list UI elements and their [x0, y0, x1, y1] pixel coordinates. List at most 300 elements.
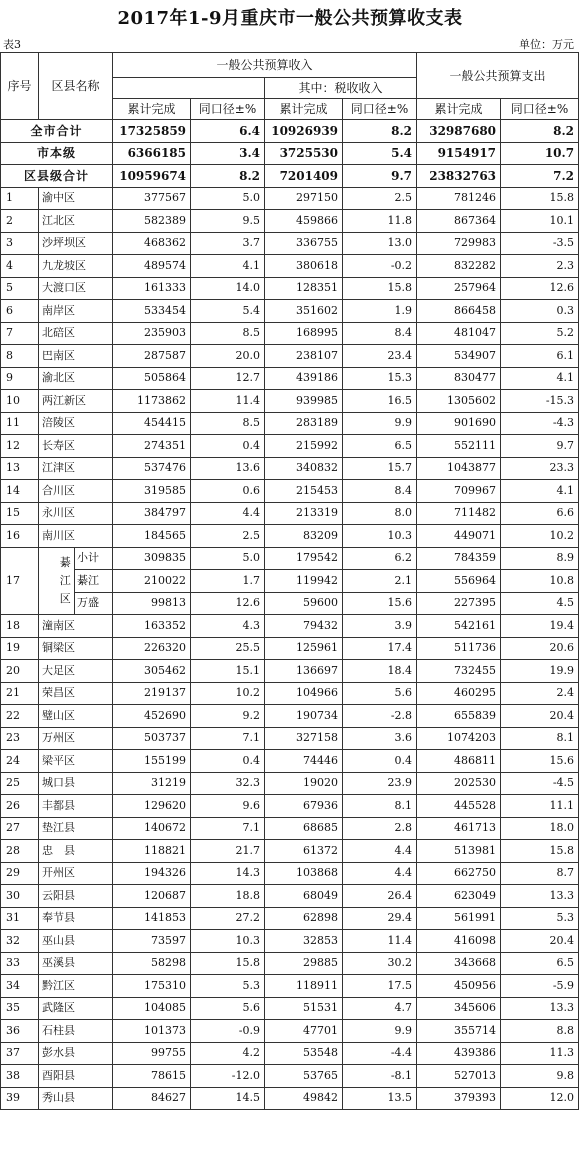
income-yoy-cell: 8.2 [191, 165, 265, 188]
tax-yoy-cell: 8.0 [343, 502, 417, 525]
income-yoy-cell: 5.0 [191, 547, 265, 570]
expense-yoy-cell: 19.9 [501, 660, 579, 683]
expense-cum-cell: 32987680 [417, 120, 501, 143]
table-row [1, 795, 579, 818]
income-cum-cell: 99755 [113, 1042, 191, 1065]
expense-cum-cell: 460295 [417, 682, 501, 705]
row-seq: 12 [1, 435, 39, 458]
expense-yoy-cell: 4.5 [501, 592, 579, 615]
expense-cum-cell: 355714 [417, 1020, 501, 1043]
row-district-name: 潼南区 [39, 615, 113, 638]
expense-yoy-cell: 10.1 [501, 210, 579, 233]
expense-cum-cell: 534907 [417, 345, 501, 368]
income-cum-cell: 141853 [113, 907, 191, 930]
tax-cum-cell: 53765 [265, 1065, 343, 1088]
tax-cum-cell: 74446 [265, 750, 343, 773]
income-cum-cell: 537476 [113, 457, 191, 480]
row-seq: 15 [1, 502, 39, 525]
tax-cum-cell: 79432 [265, 615, 343, 638]
table-row [1, 1065, 579, 1088]
income-cum-cell: 129620 [113, 795, 191, 818]
tax-yoy-cell: 23.4 [343, 345, 417, 368]
income-yoy-cell: 3.7 [191, 232, 265, 255]
income-yoy-cell: 5.4 [191, 300, 265, 323]
row-seq: 11 [1, 412, 39, 435]
row-district-name: 梁平区 [39, 750, 113, 773]
row-district-name: 北碚区 [39, 322, 113, 345]
income-yoy-cell: 15.8 [191, 952, 265, 975]
expense-cum-cell: 461713 [417, 817, 501, 840]
income-cum-cell: 140672 [113, 817, 191, 840]
tax-yoy-cell: 9.9 [343, 412, 417, 435]
table-row [1, 1087, 579, 1110]
table-row [1, 885, 579, 908]
expense-yoy-cell: 6.6 [501, 502, 579, 525]
expense-yoy-cell: 6.1 [501, 345, 579, 368]
row-district-name [57, 547, 75, 615]
income-yoy-cell: 27.2 [191, 907, 265, 930]
row-district-name: 南川区 [39, 525, 113, 548]
expense-yoy-cell: -15.3 [501, 390, 579, 413]
expense-cum-cell: 416098 [417, 930, 501, 953]
table-row [1, 367, 579, 390]
income-yoy-cell: 4.1 [191, 255, 265, 278]
expense-yoy-cell: 23.3 [501, 457, 579, 480]
header-expense-yoy: 同口径±% [501, 99, 579, 120]
row-district-name: 璧山区 [39, 705, 113, 728]
table-row [1, 975, 579, 998]
row-district-name: 丰都县 [39, 795, 113, 818]
row-seq: 37 [1, 1042, 39, 1065]
tax-yoy-cell: -2.8 [343, 705, 417, 728]
tax-cum-cell: 190734 [265, 705, 343, 728]
tax-yoy-cell: 8.4 [343, 480, 417, 503]
income-cum-cell: 78615 [113, 1065, 191, 1088]
tax-yoy-cell: 29.4 [343, 907, 417, 930]
tax-cum-cell: 327158 [265, 727, 343, 750]
expense-yoy-cell: 11.1 [501, 795, 579, 818]
tax-yoy-cell: 26.4 [343, 885, 417, 908]
table-row [1, 435, 579, 458]
row-seq: 21 [1, 682, 39, 705]
tax-yoy-cell: 4.4 [343, 862, 417, 885]
income-yoy-cell: 14.5 [191, 1087, 265, 1110]
income-yoy-cell: 0.4 [191, 750, 265, 773]
income-cum-cell: 10959674 [113, 165, 191, 188]
table-row [1, 525, 579, 548]
tax-cum-cell: 215992 [265, 435, 343, 458]
expense-cum-cell: 445528 [417, 795, 501, 818]
expense-yoy-cell: 10.7 [501, 142, 579, 165]
expense-yoy-cell: 20.6 [501, 637, 579, 660]
row-district-name: 巴南区 [39, 345, 113, 368]
expense-yoy-cell: 11.3 [501, 1042, 579, 1065]
row-seq: 34 [1, 975, 39, 998]
tax-yoy-cell: 5.6 [343, 682, 417, 705]
row-seq: 27 [1, 817, 39, 840]
income-cum-cell: 161333 [113, 277, 191, 300]
table-row [1, 750, 579, 773]
tax-cum-cell: 59600 [265, 592, 343, 615]
row-seq: 39 [1, 1087, 39, 1110]
expense-yoy-cell: 13.3 [501, 997, 579, 1020]
income-cum-cell: 104085 [113, 997, 191, 1020]
income-cum-cell: 175310 [113, 975, 191, 998]
header-income: 一般公共预算收入 [113, 53, 417, 78]
income-yoy-cell: 21.7 [191, 840, 265, 863]
tax-cum-cell: 62898 [265, 907, 343, 930]
income-cum-cell: 309835 [113, 547, 191, 570]
expense-yoy-cell: 15.8 [501, 187, 579, 210]
expense-yoy-cell: 8.9 [501, 547, 579, 570]
income-cum-cell: 184565 [113, 525, 191, 548]
header-tax-yoy: 同口径±% [343, 99, 417, 120]
tax-cum-cell: 168995 [265, 322, 343, 345]
expense-yoy-cell: 20.4 [501, 930, 579, 953]
tax-cum-cell: 128351 [265, 277, 343, 300]
table-row [1, 727, 579, 750]
row-seq: 19 [1, 637, 39, 660]
tax-cum-cell: 67936 [265, 795, 343, 818]
row-district-name: 奉节县 [39, 907, 113, 930]
table-row [1, 817, 579, 840]
row-spacer [39, 547, 57, 615]
tax-yoy-cell: 4.4 [343, 840, 417, 863]
tax-cum-cell: 340832 [265, 457, 343, 480]
income-cum-cell: 454415 [113, 412, 191, 435]
tax-yoy-cell: 1.9 [343, 300, 417, 323]
table-row [1, 322, 579, 345]
expense-cum-cell: 552111 [417, 435, 501, 458]
tax-yoy-cell: 8.2 [343, 120, 417, 143]
expense-yoy-cell: 8.7 [501, 862, 579, 885]
row-district-name: 酉阳县 [39, 1065, 113, 1088]
table-row [1, 390, 579, 413]
tax-yoy-cell: -4.4 [343, 1042, 417, 1065]
tax-cum-cell: 459866 [265, 210, 343, 233]
row-seq: 35 [1, 997, 39, 1020]
expense-cum-cell: 527013 [417, 1065, 501, 1088]
tax-cum-cell: 380618 [265, 255, 343, 278]
expense-cum-cell: 450956 [417, 975, 501, 998]
tax-cum-cell: 439186 [265, 367, 343, 390]
table-row [1, 1020, 579, 1043]
page-title: 2017年1-9月重庆市一般公共预算收支表 [117, 8, 463, 29]
row-district-name: 合川区 [39, 480, 113, 503]
income-yoy-cell: 3.4 [191, 142, 265, 165]
income-cum-cell: 194326 [113, 862, 191, 885]
income-cum-cell: 101373 [113, 1020, 191, 1043]
table-row [1, 277, 579, 300]
income-cum-cell: 163352 [113, 615, 191, 638]
income-cum-cell: 489574 [113, 255, 191, 278]
income-cum-cell: 99813 [113, 592, 191, 615]
income-yoy-cell: 9.2 [191, 705, 265, 728]
row-seq: 6 [1, 300, 39, 323]
row-district-name: 永川区 [39, 502, 113, 525]
tax-cum-cell: 297150 [265, 187, 343, 210]
row-district-name: 渝北区 [39, 367, 113, 390]
tax-yoy-cell: 30.2 [343, 952, 417, 975]
row-seq: 24 [1, 750, 39, 773]
income-cum-cell: 120687 [113, 885, 191, 908]
income-yoy-cell: 0.6 [191, 480, 265, 503]
expense-cum-cell: 1043877 [417, 457, 501, 480]
expense-cum-cell: 513981 [417, 840, 501, 863]
table-row [1, 412, 579, 435]
tax-yoy-cell: 6.5 [343, 435, 417, 458]
row-district-name: 云阳县 [39, 885, 113, 908]
row-seq: 1 [1, 187, 39, 210]
tax-yoy-cell: 17.4 [343, 637, 417, 660]
tax-cum-cell: 83209 [265, 525, 343, 548]
table-number: 表3 [3, 38, 21, 51]
tax-yoy-cell: 23.9 [343, 772, 417, 795]
tax-yoy-cell: 18.4 [343, 660, 417, 683]
income-yoy-cell: 14.0 [191, 277, 265, 300]
expense-yoy-cell: 15.6 [501, 750, 579, 773]
table-row [1, 300, 579, 323]
expense-cum-cell: 343668 [417, 952, 501, 975]
header-name: 区县名称 [39, 53, 113, 120]
row-seq: 22 [1, 705, 39, 728]
expense-cum-cell: 542161 [417, 615, 501, 638]
row-seq: 14 [1, 480, 39, 503]
tax-cum-cell: 51531 [265, 997, 343, 1020]
expense-yoy-cell: 8.1 [501, 727, 579, 750]
row-seq: 30 [1, 885, 39, 908]
income-yoy-cell: 4.4 [191, 502, 265, 525]
income-yoy-cell: 20.0 [191, 345, 265, 368]
row-subdistrict-name: 万盛 [75, 592, 113, 615]
expense-yoy-cell: 19.4 [501, 615, 579, 638]
tax-yoy-cell: 15.7 [343, 457, 417, 480]
income-cum-cell: 73597 [113, 930, 191, 953]
table-row [1, 682, 579, 705]
row-district-name: 万州区 [39, 727, 113, 750]
tax-yoy-cell: 3.6 [343, 727, 417, 750]
row-seq: 31 [1, 907, 39, 930]
expense-yoy-cell: 5.2 [501, 322, 579, 345]
tax-cum-cell: 68685 [265, 817, 343, 840]
expense-cum-cell: 781246 [417, 187, 501, 210]
row-district-name: 巫山县 [39, 930, 113, 953]
header-income-yoy: 同口径±% [191, 99, 265, 120]
tax-yoy-cell: 15.8 [343, 277, 417, 300]
income-cum-cell: 155199 [113, 750, 191, 773]
income-cum-cell: 210022 [113, 570, 191, 593]
income-cum-cell: 505864 [113, 367, 191, 390]
tax-cum-cell: 125961 [265, 637, 343, 660]
summary-label: 市本级 [1, 142, 113, 165]
row-subdistrict-name: 綦江 [75, 570, 113, 593]
income-yoy-cell: 4.3 [191, 615, 265, 638]
income-yoy-cell: 8.5 [191, 412, 265, 435]
income-cum-cell: 235903 [113, 322, 191, 345]
row-seq: 28 [1, 840, 39, 863]
table-row [1, 232, 579, 255]
row-district-name: 渝中区 [39, 187, 113, 210]
expense-cum-cell: 345606 [417, 997, 501, 1020]
row-district-name: 荣昌区 [39, 682, 113, 705]
tax-cum-cell: 213319 [265, 502, 343, 525]
row-seq: 20 [1, 660, 39, 683]
income-yoy-cell: 1.7 [191, 570, 265, 593]
tax-cum-cell: 61372 [265, 840, 343, 863]
tax-yoy-cell: 15.3 [343, 367, 417, 390]
expense-yoy-cell: 12.0 [501, 1087, 579, 1110]
row-subdistrict-name: 小计 [75, 547, 113, 570]
income-cum-cell: 219137 [113, 682, 191, 705]
expense-yoy-cell: 15.8 [501, 840, 579, 863]
income-yoy-cell: 12.7 [191, 367, 265, 390]
header-seq: 序号 [1, 53, 39, 120]
income-cum-cell: 468362 [113, 232, 191, 255]
tax-cum-cell: 49842 [265, 1087, 343, 1110]
row-district-name: 两江新区 [39, 390, 113, 413]
row-seq: 9 [1, 367, 39, 390]
row-seq: 8 [1, 345, 39, 368]
income-yoy-cell: 5.0 [191, 187, 265, 210]
row-district-name: 江北区 [39, 210, 113, 233]
row-seq: 38 [1, 1065, 39, 1088]
header-tax: 其中：税收收入 [265, 78, 417, 99]
income-yoy-cell: 10.3 [191, 930, 265, 953]
income-cum-cell: 17325859 [113, 120, 191, 143]
income-yoy-cell: 18.8 [191, 885, 265, 908]
row-seq: 3 [1, 232, 39, 255]
tax-yoy-cell: 13.5 [343, 1087, 417, 1110]
expense-cum-cell: 866458 [417, 300, 501, 323]
row-seq: 2 [1, 210, 39, 233]
table-row [1, 615, 579, 638]
tax-cum-cell: 118911 [265, 975, 343, 998]
row-seq: 5 [1, 277, 39, 300]
expense-yoy-cell: 12.6 [501, 277, 579, 300]
expense-cum-cell: 481047 [417, 322, 501, 345]
tax-cum-cell: 7201409 [265, 165, 343, 188]
tax-cum-cell: 939985 [265, 390, 343, 413]
tax-cum-cell: 283189 [265, 412, 343, 435]
expense-cum-cell: 227395 [417, 592, 501, 615]
income-yoy-cell: 32.3 [191, 772, 265, 795]
row-seq: 36 [1, 1020, 39, 1043]
row-seq: 26 [1, 795, 39, 818]
row-district-name: 忠 县 [39, 840, 113, 863]
income-cum-cell: 274351 [113, 435, 191, 458]
expense-cum-cell: 9154917 [417, 142, 501, 165]
table-row [1, 997, 579, 1020]
tax-cum-cell: 53548 [265, 1042, 343, 1065]
expense-cum-cell: 832282 [417, 255, 501, 278]
row-seq: 4 [1, 255, 39, 278]
table-row [1, 840, 579, 863]
row-district-name: 彭水县 [39, 1042, 113, 1065]
tax-cum-cell: 47701 [265, 1020, 343, 1043]
tax-cum-cell: 215453 [265, 480, 343, 503]
table-row [1, 907, 579, 930]
row-district-name: 垫江县 [39, 817, 113, 840]
expense-cum-cell: 511736 [417, 637, 501, 660]
expense-cum-cell: 867364 [417, 210, 501, 233]
income-yoy-cell: 7.1 [191, 727, 265, 750]
expense-cum-cell: 561991 [417, 907, 501, 930]
row-seq: 18 [1, 615, 39, 638]
tax-yoy-cell: 11.8 [343, 210, 417, 233]
tax-cum-cell: 136697 [265, 660, 343, 683]
tax-cum-cell: 29885 [265, 952, 343, 975]
row-seq: 16 [1, 525, 39, 548]
tax-yoy-cell: 8.4 [343, 322, 417, 345]
tax-yoy-cell: 9.7 [343, 165, 417, 188]
tax-yoy-cell: 8.1 [343, 795, 417, 818]
income-yoy-cell: 14.3 [191, 862, 265, 885]
tax-cum-cell: 19020 [265, 772, 343, 795]
tax-yoy-cell: 17.5 [343, 975, 417, 998]
tax-cum-cell: 104966 [265, 682, 343, 705]
expense-cum-cell: 379393 [417, 1087, 501, 1110]
row-district-name: 城口县 [39, 772, 113, 795]
tax-yoy-cell: 5.4 [343, 142, 417, 165]
table-row [1, 547, 579, 570]
tax-yoy-cell: 2.5 [343, 187, 417, 210]
tax-cum-cell: 336755 [265, 232, 343, 255]
tax-yoy-cell: 2.8 [343, 817, 417, 840]
expense-cum-cell: 202530 [417, 772, 501, 795]
tax-cum-cell: 10926939 [265, 120, 343, 143]
table-row [1, 637, 579, 660]
summary-row [1, 142, 579, 165]
expense-yoy-cell: 10.2 [501, 525, 579, 548]
tax-cum-cell: 32853 [265, 930, 343, 953]
table-body [1, 120, 579, 1110]
row-seq: 23 [1, 727, 39, 750]
expense-yoy-cell: 18.0 [501, 817, 579, 840]
expense-yoy-cell: 20.4 [501, 705, 579, 728]
expense-yoy-cell: 8.8 [501, 1020, 579, 1043]
income-yoy-cell: 5.6 [191, 997, 265, 1020]
expense-cum-cell: 709967 [417, 480, 501, 503]
expense-yoy-cell: -4.5 [501, 772, 579, 795]
tax-yoy-cell: 0.4 [343, 750, 417, 773]
header-expense-cum: 累计完成 [417, 99, 501, 120]
tax-yoy-cell: 6.2 [343, 547, 417, 570]
income-cum-cell: 1173862 [113, 390, 191, 413]
tax-yoy-cell: 9.9 [343, 1020, 417, 1043]
income-yoy-cell: 13.6 [191, 457, 265, 480]
tax-yoy-cell: -0.2 [343, 255, 417, 278]
expense-cum-cell: 623049 [417, 885, 501, 908]
income-cum-cell: 582389 [113, 210, 191, 233]
expense-cum-cell: 1305602 [417, 390, 501, 413]
table-row [1, 255, 579, 278]
table-row [1, 862, 579, 885]
row-seq: 7 [1, 322, 39, 345]
income-yoy-cell: 9.5 [191, 210, 265, 233]
row-seq: 25 [1, 772, 39, 795]
tax-yoy-cell: 16.5 [343, 390, 417, 413]
income-cum-cell: 377567 [113, 187, 191, 210]
income-cum-cell: 533454 [113, 300, 191, 323]
row-district-name: 大足区 [39, 660, 113, 683]
row-district-name: 开州区 [39, 862, 113, 885]
row-district-name: 秀山县 [39, 1087, 113, 1110]
expense-cum-cell: 662750 [417, 862, 501, 885]
row-district-name: 黔江区 [39, 975, 113, 998]
expense-cum-cell: 1074203 [417, 727, 501, 750]
expense-yoy-cell: 9.7 [501, 435, 579, 458]
tax-yoy-cell: 2.1 [343, 570, 417, 593]
